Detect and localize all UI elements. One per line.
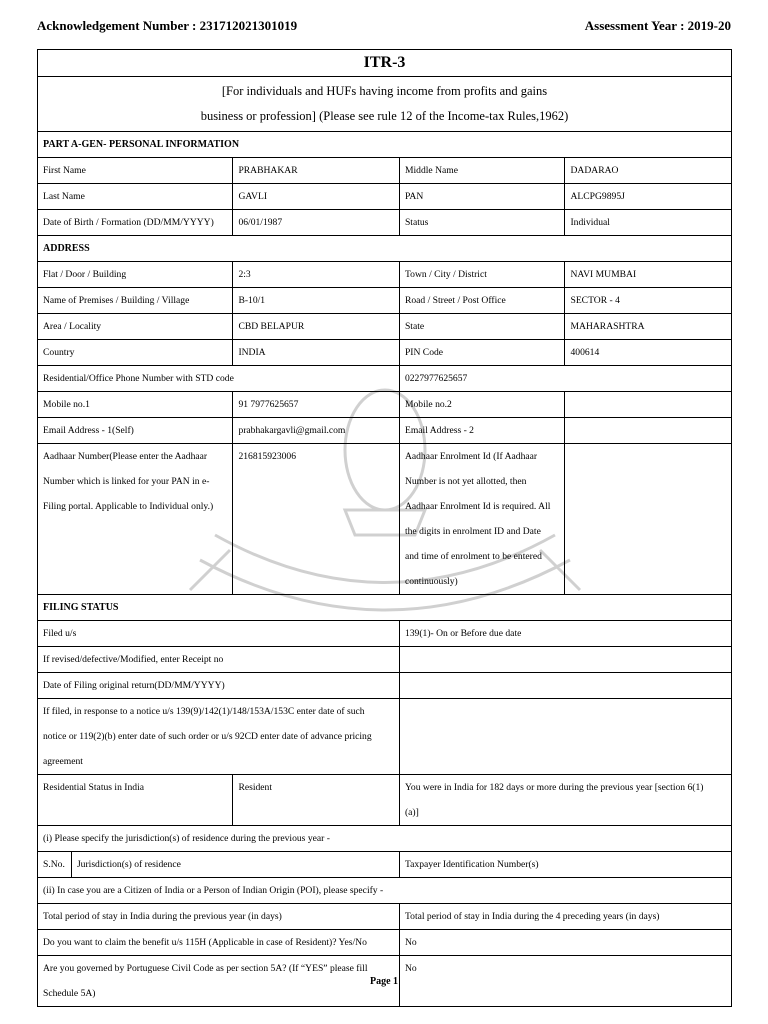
table-row (38, 210, 731, 236)
res-detail-line: You were in India for 182 days or more during the previous year [section 6(1) (404, 782, 704, 793)
status-label: Status (400, 210, 566, 235)
table-row (38, 904, 731, 930)
notice-label-line: agreement (43, 756, 83, 767)
res-detail-line: (a)] (404, 807, 419, 818)
mobile2-value (565, 392, 731, 417)
table-row (38, 775, 731, 826)
enrolment-value (565, 444, 731, 594)
subtitle-line: [For individuals and HUFs having income from profits and gains (221, 84, 548, 98)
aadhaar-label-line: Aadhaar Number(Please enter the Aadhaar (43, 451, 208, 462)
form-title: ITR-3 (38, 50, 731, 77)
dob-value: 06/01/1987 (233, 210, 400, 235)
dob-label: Date of Birth / Formation (DD/MM/YYYY) (38, 210, 233, 235)
middle-name-label: Middle Name (400, 158, 566, 183)
portuguese-value: No (404, 963, 417, 974)
last-name-value: GAVLI (233, 184, 400, 209)
enrolment-label-line: Aadhaar Enrolment Id (If Aadhaar (404, 451, 538, 462)
road-label: Road / Street / Post Office (400, 288, 566, 313)
tin-header: Taxpayer Identification Number(s) (404, 859, 539, 870)
portuguese-label-line: Schedule 5A) (43, 988, 96, 999)
pin-label: PIN Code (400, 340, 566, 365)
pin-value: 400614 (570, 347, 600, 358)
notice-label-line: If filed, in response to a notice u/s 139(9)/142(1)/148/153A/153C enter date of such (43, 706, 365, 717)
mobile1-label: Mobile no.1 (38, 392, 233, 417)
revised-receipt-label: If revised/defective/Modified, enter Receipt no (38, 647, 400, 672)
form-subtitle (38, 77, 731, 132)
table-row (38, 340, 731, 366)
res-status-detail (400, 775, 731, 825)
filed-us-label: Filed u/s (38, 621, 400, 646)
enrolment-label (400, 444, 566, 594)
flat-label: Flat / Door / Building (38, 262, 233, 287)
country-value: INDIA (233, 340, 400, 365)
table-row (38, 444, 731, 595)
town-value: NAVI MUMBAI (570, 269, 637, 280)
benefit-label: Do you want to claim the benefit u/s 115H (Applicable in case of Resident)? Yes/No (38, 930, 400, 955)
middle-name-value: DADARAO (570, 165, 619, 176)
first-name-label: First Name (38, 158, 233, 183)
status-value: Individual (570, 217, 610, 228)
original-date-label: Date of Filing original return(DD/MM/YYYY) (38, 673, 400, 698)
notice-value (400, 699, 731, 774)
jurisdiction-note: (i) Please specify the jurisdiction(s) of residence during the previous year - (43, 833, 330, 844)
area-label: Area / Locality (38, 314, 233, 339)
flat-value: 2:3 (233, 262, 400, 287)
state-label: State (400, 314, 566, 339)
table-row (38, 699, 731, 775)
original-date-value (400, 673, 731, 698)
aadhaar-label-line: Number which is linked for your PAN in e- (43, 476, 210, 487)
email1-value: prabhakargavli@gmail.com (233, 418, 400, 443)
portuguese-label-line: Are you governed by Portuguese Civil Code as per section 5A? (If “YES” please fill (43, 963, 368, 974)
assessment-year: Assessment Year : 2019-20 (584, 18, 731, 33)
section-personal-info: PART A-GEN- PERSONAL INFORMATION (38, 132, 731, 158)
table-row (38, 878, 731, 904)
table-row (38, 184, 731, 210)
table-row (38, 158, 731, 184)
premises-label: Name of Premises / Building / Village (38, 288, 233, 313)
pan-value: ALCPG9895J (570, 191, 625, 202)
stay-4yr-label: Total period of stay in India during the 4 preceding years (in days) (404, 911, 660, 922)
revised-receipt-value (400, 647, 731, 672)
notice-label (38, 699, 400, 774)
pan-label: PAN (400, 184, 566, 209)
state-value: MAHARASHTRA (570, 321, 645, 332)
res-status-value: Resident (233, 775, 400, 825)
first-name-value: PRABHAKAR (233, 158, 400, 183)
filed-us-value: 139(1)- On or Before due date (404, 628, 522, 639)
acknowledgement-number: Acknowledgement Number : 231712021301019 (37, 18, 298, 33)
table-row (38, 366, 731, 392)
road-value: SECTOR - 4 (570, 295, 620, 306)
notice-label-line: notice or 119(2)(b) enter date of such order or u/s 92CD enter date of advance pricing (43, 731, 372, 742)
stay-prev-label: Total period of stay in India during the previous year (in days) (38, 904, 400, 929)
country-label: Country (38, 340, 233, 365)
table-row (38, 673, 731, 699)
table-row (38, 647, 731, 673)
phone-label: Residential/Office Phone Number with STD code (38, 366, 400, 391)
table-row (38, 621, 731, 647)
enrolment-label-line: Number is not yet allotted, then (404, 476, 527, 487)
mobile1-value: 91 7977625657 (233, 392, 400, 417)
email2-label: Email Address - 2 (400, 418, 566, 443)
area-value: CBD BELAPUR (233, 314, 400, 339)
section-filing-status: FILING STATUS (38, 595, 731, 621)
table-row (38, 314, 731, 340)
subtitle-line: business or profession] (Please see rule 12 of the Income-tax Rules,1962) (200, 109, 569, 123)
itr-form (37, 49, 732, 1007)
premises-value: B-10/1 (233, 288, 400, 313)
enrolment-label-line: and time of enrolment to be entered (404, 551, 542, 562)
email1-label: Email Address - 1(Self) (38, 418, 233, 443)
page-number: Page 1 (369, 976, 399, 987)
phone-value: 0227977625657 (404, 373, 468, 384)
enrolment-label-line: continuously) (404, 576, 458, 587)
aadhaar-value: 216815923006 (233, 444, 400, 594)
enrolment-label-line: Aadhaar Enrolment Id is required. All (404, 501, 551, 512)
table-row (38, 852, 731, 878)
res-status-label: Residential Status in India (38, 775, 233, 825)
last-name-label: Last Name (38, 184, 233, 209)
table-row (38, 826, 731, 852)
town-label: Town / City / District (400, 262, 566, 287)
jurisdiction-header: Jurisdiction(s) of residence (72, 852, 400, 877)
section-address: ADDRESS (38, 236, 731, 262)
table-row (38, 288, 731, 314)
aadhaar-label (38, 444, 233, 594)
citizen-note: (ii) In case you are a Citizen of India or a Person of Indian Origin (POI), please specify - (43, 885, 384, 896)
table-row (38, 930, 731, 956)
sno-header: S.No. (38, 852, 72, 877)
enrolment-label-line: the digits in enrolment ID and Date (404, 526, 541, 537)
aadhaar-label-line: Filing portal. Applicable to Individual only.) (43, 501, 214, 512)
table-row (38, 262, 731, 288)
table-row (38, 418, 731, 444)
benefit-value: No (404, 937, 417, 948)
mobile2-label: Mobile no.2 (400, 392, 566, 417)
email2-value (565, 418, 731, 443)
table-row (38, 392, 731, 418)
